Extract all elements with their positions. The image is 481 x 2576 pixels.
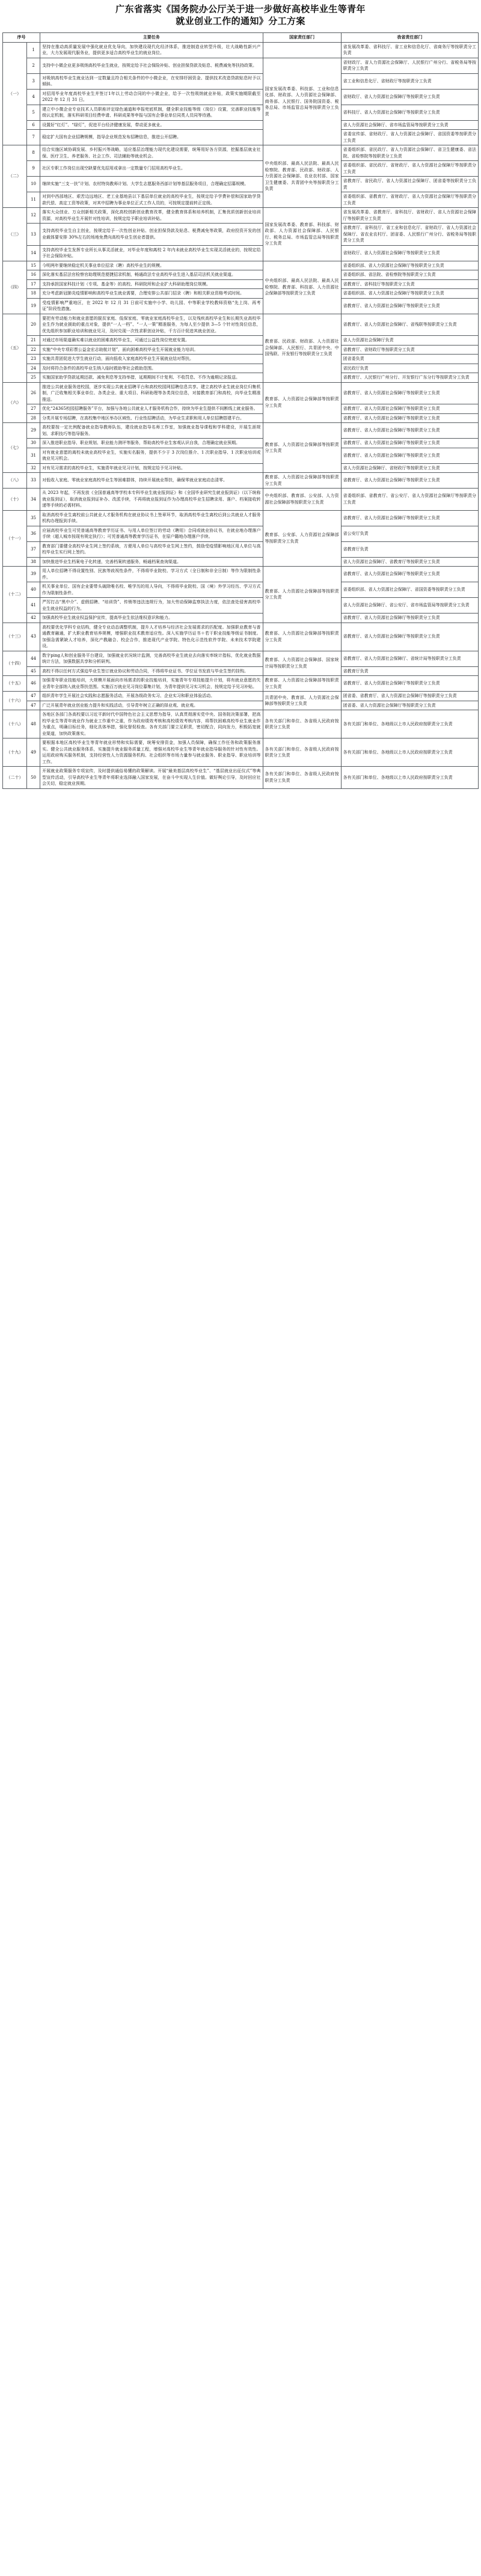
row-number: 42 <box>27 614 40 623</box>
national-department: 中央组织部、最高人民法院、最高人民检察院、教育部、科技部、人力资源社会保障部等按职责分工负责 <box>263 261 341 314</box>
table-row <box>3 314 479 336</box>
column-header-national: 国家责任部门 <box>263 33 341 43</box>
provincial-department: 省教育厅、省人力资源社会保障厅、省统计局等按职责分工负责 <box>341 651 478 666</box>
row-number: 47 <box>27 692 40 701</box>
national-department: 教育部、公安部、人力资源社会保障部等按职责分工负责 <box>263 510 341 567</box>
row-number: 7 <box>27 130 40 145</box>
task-description: 应届高校毕业生可凭普通高等教育学历证书、与用人单位签订的劳动（聘用）合同或就业协议书，在就业地办理落户手续（超人城市按现有规定执行）；可凭普通高等教育学历证书，在原户籍地办理落户手续。 <box>40 526 263 541</box>
provincial-department: 省教育厅、省人力资源社会保障厅等按职责分工负责 <box>341 510 478 526</box>
task-description: 及时将符合条件的高校毕业生纳入临时救助等社会救助范围。 <box>40 364 263 373</box>
table-row <box>3 42 479 58</box>
provincial-department: 省委组织部、省人力资源社会保障厅等按职责分工负责 <box>341 261 478 270</box>
section-label: （十一） <box>3 510 27 567</box>
column-header-seq: 序号 <box>3 33 40 43</box>
national-department: 教育部、人力资源社会保障部等按职责分工负责 <box>263 473 341 489</box>
section-label: （五） <box>3 314 27 382</box>
provincial-department: 省教育厅、省民政厅、省人力资源社会保障厅、团省委等按职责分工负责 <box>341 177 478 192</box>
provincial-department: 省民政厅负责 <box>341 364 478 373</box>
provincial-department: 各有关部门和单位、各地级以上市人民政府按职责分工负责 <box>341 710 478 738</box>
table-row <box>3 298 479 314</box>
column-header-provincial: 我省责任部门 <box>341 33 478 43</box>
national-department: 教育部、民政部、财政部、人力资源社会保障部、人民银行、共青团中央、中国残联、开发银行等按职责分工负责 <box>263 314 341 382</box>
provincial-department: 省委组织部、省民政厅、省人力资源社会保障厅、省卫生健康委、省法院、省检察院等按职责分工负责 <box>341 145 478 161</box>
task-description: 用人单位招聘不得设置性别、民族等歧视性条件，不得将毕业院校、学习方式（全日制和非全日制）等作为限制性条件。 <box>40 567 263 582</box>
row-number: 25 <box>27 373 40 383</box>
task-description: 今明两年要继续稳定机关事业单位招录（聘）高校毕业生的规模。 <box>40 261 263 270</box>
table-row <box>3 767 479 789</box>
row-number: 18 <box>27 289 40 299</box>
task-division-table <box>2 32 479 789</box>
task-description: 加快推进毕业生档案电子化转递，完善档案转递服务，畅通档案查询渠道。 <box>40 557 263 567</box>
table-row <box>3 463 479 473</box>
provincial-department: 省教育厅、省人力资源社会保障厅等按职责分工负责 <box>341 423 478 439</box>
provincial-department: 省委组织部、省人力资源社会保障厅等按职责分工负责 <box>341 289 478 299</box>
row-number: 13 <box>27 224 40 246</box>
national-department: 各有关部门和单位、各省级人民政府按职责分工负责 <box>263 710 341 738</box>
row-number: 37 <box>27 541 40 557</box>
task-description: 对有见习需求的高校毕业生，实施青年就业见习计划，按规定给予见习补贴。 <box>40 463 263 473</box>
national-department: 教育部、人力资源社会保障部等按职责分工负责 <box>263 382 341 423</box>
section-label: （二十） <box>3 767 27 789</box>
row-number: 26 <box>27 382 40 404</box>
row-number: 34 <box>27 489 40 511</box>
provincial-department: 团省委、省人力资源社会保障厅等按职责分工负责 <box>341 701 478 710</box>
task-description: 推进公共就业服务进校园，逐步实现公共就业招聘平台和高校校园网招聘信息共享。建立高校毕业生就业岗位归集机制，广泛收集相关事业单位、各类企业、重大项目、科研助理等各类岗位信息，对接教育部门和高校，向毕业生精准推送。 <box>40 382 263 404</box>
column-header-task: 主要任务 <box>40 33 263 43</box>
section-label: （三） <box>3 208 27 261</box>
national-department: 中央组织部、教育部、公安部、人力资源社会保障部等按职责分工负责 <box>263 489 341 511</box>
table-row <box>3 439 479 448</box>
row-number: 44 <box>27 651 40 666</box>
table-body <box>3 42 479 788</box>
section-label: （二） <box>3 145 27 208</box>
provincial-department: 省工业和信息化厅、省财政厅等按职责分工负责 <box>341 73 478 89</box>
provincial-department: 省人力资源社会保障厅、省教育厅等按职责分工负责 <box>341 557 478 567</box>
row-number: 19 <box>27 298 40 314</box>
table-row <box>3 161 479 177</box>
row-number: 8 <box>27 145 40 161</box>
task-description: 建立中小微企业专业技术人员职称评定绿色通道和申报兜底机制，健全职业技能等级（岗位）设置，完善职业技能等级认定机制，落实科研项目经费申请、科研成果等申报与国有企事业单位同类人员同等待遇。 <box>40 105 263 120</box>
task-description: 对招用毕业年度高校毕业生并签订1年以上劳动合同的中小微企业，给予一次性吸纳就业补贴，政策实施期限截至 2022 年 12 月 31 日。 <box>40 89 263 105</box>
task-description: 高校要按一定比例配备就业指导教师队伍，建设就业指导名师工作室，加强就业指导课程和学科建设，开展生涯规划、求职技巧等指导服务。 <box>40 423 263 439</box>
row-number: 49 <box>27 738 40 767</box>
table-row <box>3 582 479 598</box>
table-row <box>3 526 479 541</box>
task-description: 优化“24365校园招聘服务”平台，加强与各地公共就业人才服务机构合作，持续为毕业生提供不间断线上就业服务。 <box>40 404 263 414</box>
task-description: 要把有劳动能力和就业意愿的脱贫家庭、低保家庭、零就业家庭高校毕业生，以及残疾高校毕业生和长期失业高校毕业生作为就业援助的重点对象，提供“一人一档”、“一人一策”精准服务，为每人至少提供 3—5 个针对性岗位信息，优先组织参加职业培训和就业见习，及时兑现一次性求职创业补贴，千方百计促进其就业创业。 <box>40 314 263 336</box>
task-description: 坚持在推动高质量发展中强化就业优先导向，加快建设现代化经济体系，推进制造业转型升级，壮大战略性新兴产业，大力发展现代服务业，提供更多适合高校毕业生的就业岗位。 <box>40 42 263 58</box>
provincial-department: 省教育厅、省人力资源社会保障厅等按职责分工负责 <box>341 404 478 414</box>
table-row <box>3 224 479 246</box>
national-department: 教育部、人力资源社会保障部等按职责分工负责 <box>263 623 341 651</box>
section-label: （十三） <box>3 623 27 651</box>
row-number: 32 <box>27 463 40 473</box>
row-number: 39 <box>27 567 40 582</box>
provincial-department: 省教育厅负责 <box>341 541 478 557</box>
row-number: 11 <box>27 192 40 208</box>
task-description: 组织青年学生开展社会实践和志愿服务活动，开展各级政务实习、企业实习和职业体验活动。 <box>40 692 263 701</box>
task-description: 各地区各部门各高校要以习近平新时代中国特色社会主义思想为指导，认真贯彻落实党中央、国务院决策部署，把高校毕业生等青年就业作为就业工作重中之重，作为政府绩效考核和高校绩效考核内容，将帮扶困难高校毕业生就业作为重点，明确目标任务，细化具体举措，强化督促检查。各有关部门要立足职责，密切配合，同向发力，积极拓宽就业渠道，加快政策落实。 <box>40 710 263 738</box>
provincial-department: 省教育厅负责 <box>341 666 478 676</box>
row-number: 47 <box>27 701 40 710</box>
national-department: 教育部、人力资源社会保障部等按职责分工负责 <box>263 423 341 473</box>
task-description: 加强高校毕业生就业权益保护宣传，提高毕业生依法维权意识和能力。 <box>40 614 263 623</box>
section-label: （十） <box>3 489 27 511</box>
table-row <box>3 145 479 161</box>
table-row <box>3 541 479 557</box>
row-number: 31 <box>27 448 40 463</box>
table-row <box>3 208 479 224</box>
provincial-department: 团省委、省教育厅、省人力资源社会保障厅等按职责分工负责 <box>341 692 478 701</box>
row-number: 50 <box>27 767 40 789</box>
provincial-department: 省教育厅、人民银行广州分行、开发银行广东分行等按职责分工负责 <box>341 373 478 383</box>
row-number: 14 <box>27 245 40 261</box>
provincial-department: 省公安厅负责 <box>341 526 478 541</box>
provincial-department: 省科技厅、省人力资源社会保障厅等按职责分工负责 <box>341 105 478 120</box>
row-number: 41 <box>27 598 40 614</box>
task-description: 对吸纳高校毕业生就业达到一定数量且符合相关条件的中小微企业，在安排纾困资金、提供技术改造贷款贴息时予以倾斜。 <box>40 73 263 89</box>
national-department: 教育部、人力资源社会保障部等按职责分工负责 <box>263 676 341 692</box>
row-number: 24 <box>27 364 40 373</box>
row-number: 28 <box>27 413 40 423</box>
task-description: 要根据本地区高校毕业生等青年就业形势和实际需要，统筹安排资金，加强人员保障，确保工作任务和政策服务落实。健全公共就业服务体系，实施提升就业服务质量工程，增强对高校毕业生等青年就业指导服务的针对性有效性。运用政府购买服务机制，支持经营性人力资源服务机构、社会组织等市场力量参与就业服务、职业指导、职业培训等工作。 <box>40 738 263 767</box>
row-number: 20 <box>27 314 40 336</box>
provincial-department: 省发展改革委、省教育厅、省科技厅、省财政厅、省人力资源社会保障厅等按职责分工负责 <box>341 208 478 224</box>
provincial-department: 省委组织部、省法院、省检察院等按职责分工负责 <box>341 270 478 280</box>
page-title-line-1: 广东省落实《国务院办公厅关于进一步做好高校毕业生等青年 <box>115 4 366 14</box>
provincial-department: 省人力资源社会保障厅、省公安厅、省市场监管局等按职责分工负责 <box>341 598 478 614</box>
provincial-department: 省财政厅、省人力资源社会保障厅、人民银行广州分行、省税务局等按职责分工负责 <box>341 58 478 73</box>
table-row <box>3 676 479 692</box>
table-row <box>3 701 479 710</box>
row-number: 10 <box>27 177 40 192</box>
section-label: （十五） <box>3 676 27 692</box>
table-row <box>3 192 479 208</box>
row-number: 3 <box>27 73 40 89</box>
table-row <box>3 738 479 767</box>
table-row <box>3 473 479 489</box>
table-row <box>3 598 479 614</box>
table-row <box>3 364 479 373</box>
row-number: 21 <box>27 336 40 346</box>
provincial-department: 省教育厅、省人力资源社会保障厅等按职责分工负责 <box>341 567 478 582</box>
provincial-department: 省委组织部、省人力资源社会保障厅、省国资委等按职责分工负责 <box>341 582 478 598</box>
row-number: 16 <box>27 270 40 280</box>
provincial-department: 省财政厅、省人力资源社会保障厅等按职责分工负责 <box>341 89 478 105</box>
row-number: 6 <box>27 120 40 130</box>
row-number: 23 <box>27 355 40 364</box>
task-description: 从 2023 年起，不再发放《全国普通高等学校本专科毕业生就业报到证》和《全国毕业研究生就业报到证》（以下统称就业报到证），取消就业报到证补办、改派手续，不再将就业报到证作为办理高校毕业生招聘录用、落户、档案接收转递等手续的必需材料。 <box>40 489 263 511</box>
provincial-department: 省人力资源社会保障厅负责 <box>341 336 478 346</box>
task-description: 设置好“红灯”、“绿灯”，促进平台经济健康发展，带动更多就业。 <box>40 120 263 130</box>
row-number: 43 <box>27 623 40 651</box>
task-description: 深化落实基层法官检察官助理规范便捷招录机制，畅通政法专业高校毕业生进入基层司法机关就业渠道。 <box>40 270 263 280</box>
task-description: 开展就业政策服务专项宣传，及时提供通俗易懂的政策解读。开展“最美基层高校毕业生”、“基层就业出征仪式”等典型宣传活动，引导高校毕业生等青年将职业选择融入国家发展，在奋斗中实现人生价值。做好舆论引导，及时回应社会关切，稳定就业预期。 <box>40 767 263 789</box>
table-row <box>3 373 479 383</box>
provincial-department: 省教育厅、省人力资源社会保障厅等按职责分工负责 <box>341 439 478 448</box>
row-number: 4 <box>27 89 40 105</box>
task-description: 加强青年职业技能培训，大规模开展面向市场需求的职业技能培训，实施青年专项技能提升计划，将有就业意愿的失业青年全部纳入就业帮扶范围。实施百万就业见习岗位募集计划，为青年提供见习实习机会，按规定给予见习补贴。 <box>40 676 263 692</box>
provincial-department: 省委组织部、省教育厅、省公安厅、省人力资源社会保障厅等按职责分工负责 <box>341 489 478 511</box>
table-row <box>3 567 479 582</box>
section-label: （四） <box>3 261 27 314</box>
table-row <box>3 666 479 676</box>
provincial-department: 团省委负责 <box>341 355 478 364</box>
task-description: 对有就业意愿的离校未就业高校毕业生，实施实名服务，提供不少于 3 次岗位推介、1 次职业指导、1 次职业培训或就业见习机会。 <box>40 448 263 463</box>
task-description: 支持中小微企业更多吸纳高校毕业生就业，按规定给予社会保险补贴、创业担保贷款及贴息、税费减免等扶持政策。 <box>40 58 263 73</box>
row-number: 40 <box>27 582 40 598</box>
provincial-department: 省教育厅、省人力资源社会保障厅等按职责分工负责 <box>341 382 478 404</box>
table-row <box>3 89 479 105</box>
section-label: （八） <box>3 473 27 489</box>
table-header <box>3 33 479 43</box>
row-number: 2 <box>27 58 40 73</box>
task-description: 分类开展专场招聘，在高校集中地区举办区域性、行业性招聘活动，为毕业生求职和用人单位招聘搭建平台。 <box>40 413 263 423</box>
task-description: 结合实施区域协调发展、乡村振兴等战略，适应基层治理能力现代化建设需要，统筹用好各方资源，挖掘基层就业社保、医疗卫生、养老服务、社会工作、司法辅助等就业机会。 <box>40 145 263 161</box>
row-number: 5 <box>27 105 40 120</box>
table-row <box>3 130 479 145</box>
task-description: 落实大众创业、万众创新相关政策，深化高校创新创业教育改革，健全教育体系和培养机制，汇集优质创新创业培训资源，对高校毕业生开展针对性培训，按规定给予职业培训补贴。 <box>40 208 263 224</box>
table-row <box>3 73 479 89</box>
row-number: 46 <box>27 676 40 692</box>
section-label: （六） <box>3 382 27 423</box>
row-number: 12 <box>27 208 40 224</box>
provincial-department: 省教育厅、省人力资源社会保障厅等按职责分工负责 <box>341 676 478 692</box>
row-number: 48 <box>27 710 40 738</box>
provincial-department: 省发展改革委、省科技厅、省工业和信息化厅、省商务厅等按职责分工负责 <box>341 42 478 58</box>
task-description: 高校要优化学科专业结构，健全专业动态调整机制，提升人才培养与经济社会发展需求的匹配度。加强职业教育与普通教育融通，扩大职业教育培养规模，增强职业技术教育适应性。深入实施学历证书＋若干职业技能等级证书制度。加强急需紧缺人才培养，深化产教融合、校企合作，推进现代产业学院、特色化示范性软件学院、未来技术学院建设。 <box>40 623 263 651</box>
task-description: 对通过市场渠道确实难以就业的困难高校毕业生，可通过公益性岗位兜底安置。 <box>40 336 263 346</box>
row-number: 9 <box>27 161 40 177</box>
row-number: 27 <box>27 404 40 414</box>
table-row <box>3 651 479 666</box>
task-description: 社区专职工作岗位出现空缺要优先招用或拿出一定数量专门招用高校毕业生。 <box>40 161 263 177</box>
section-label: （十八） <box>3 710 27 738</box>
row-number: 35 <box>27 510 40 526</box>
table-row <box>3 261 479 270</box>
task-description: 严厉打击“黑中介”、虚假招聘、“培训贷”、传销等违法违规行为，加大劳动保障监察执法力度，依法查处侵害高校毕业生就业权益的行为。 <box>40 598 263 614</box>
task-description: 机关事业单位、国有企业要带头破除唯名校、唯学历的用人导向，不得将毕业院校、国（境）外学习经历、学习方式作为限制性条件。 <box>40 582 263 598</box>
table-row <box>3 448 479 463</box>
task-description: 取消高校毕业生离校前公共就业人才服务机构在就业协议书上签章环节，取消高校毕业生离校后到公共就业人才服务机构办理报到手续。 <box>40 510 263 526</box>
document-page <box>0 0 481 793</box>
row-number: 33 <box>27 473 40 489</box>
provincial-department: 省教育厅、省科技厅、省工业和信息化厅、省财政厅、省人力资源社会保障厅、省农业农村厅、团省委、人民银行广州分行、省税务局等按职责分工负责 <box>341 224 478 246</box>
provincial-department: 各有关部门和单位、各地级以上市人民政府按职责分工负责 <box>341 767 478 789</box>
table-row <box>3 623 479 651</box>
task-description: 稳定扩大国有企业招聘规模，指导企业规范发布招聘信息，推进公开招聘。 <box>40 130 263 145</box>
national-department: 教育部、人力资源社会保障部、国家统计局等按职责分工负责 <box>263 651 341 676</box>
row-number: 36 <box>27 526 40 541</box>
section-label: （十二） <box>3 567 27 623</box>
section-label: （十四） <box>3 651 27 676</box>
task-description: 对低收入家庭、零就业家庭高校毕业生等困难群体，持续开展就业帮扶，确保零就业家庭动态清零。 <box>40 473 263 489</box>
provincial-department: 省委组织部、省教育厅、省财政厅、省人力资源社会保障厅等按职责分工负责 <box>341 192 478 208</box>
national-department: 国家发展改革委、科技部、工业和信息化部、财政部、人力资源社会保障部、商务部、人民银行、国务院国资委、税务总局、市场监管总局等按职责分工负责 <box>263 58 341 145</box>
task-description: 对到中西部地区、艰苦边远地区、老工业基地县以下基层单位就业的高校毕业生，按规定给予学费补偿和国家助学贷款代偿、高定工资等政策，对其中招聘为事业单位正式工作人员的，可按规定提前转正定级。 <box>40 192 263 208</box>
provincial-department: 省人力资源社会保障厅、省市场监管局等按职责分工负责 <box>341 120 478 130</box>
row-number: 29 <box>27 423 40 439</box>
table-row <box>3 289 479 299</box>
provincial-department: 省人力资源社会保障厅、省财政厅等按职责分工负责 <box>341 463 478 473</box>
national-department: 教育部、人力资源社会保障部等按职责分工负责 <box>263 567 341 623</box>
table-row <box>3 710 479 738</box>
row-number: 38 <box>27 557 40 567</box>
task-description: 高校不得以任何方式强迫毕业生签订就业协议和劳动合同，不得将毕业证书、学位证书发放与毕业生签约挂钩。 <box>40 666 263 676</box>
task-description: 继续实施“三支一扶”计划、农村特岗教师计划、大学生志愿服务西部计划等基层服务项目，合理确定招募规模。 <box>40 177 263 192</box>
national-department: 中央组织部、最高人民法院、最高人民检察院、教育部、民政部、财政部、人力资源社会保障部、农业农村部、国家卫生健康委、共青团中央等按职责分工负责 <box>263 145 341 208</box>
table-row <box>3 345 479 355</box>
task-description: 支持承担国家科技计划（专项、基金等）的高校、科研院所和企业扩大科研助理岗位规模。 <box>40 279 263 289</box>
table-row <box>3 382 479 404</box>
table-row <box>3 614 479 623</box>
task-description: 支持高校毕业生自主创业，按规定给予一次性创业补贴、创业担保贷款及贴息、税费减免等政策，政府投资开发的创业载体要安排 30%左右的场地免费向高校毕业生创业者提供。 <box>40 224 263 246</box>
row-number: 15 <box>27 261 40 270</box>
task-description: 深入推进职业指导、职业规划、职业能力测评等服务，帮助高校毕业生客观认识自我，合理确定就业预期。 <box>40 439 263 448</box>
task-description: 充分考虑新冠肺炎疫情影响和高校毕业生就业需要，合理安排公共部门招录（聘）和相关职业资格考试时间。 <box>40 289 263 299</box>
table-row <box>3 177 479 192</box>
provincial-department: 省委组织部、省民政厅、省财政厅、省人力资源社会保障厅等按职责分工负责 <box>341 161 478 177</box>
row-number: 30 <box>27 439 40 448</box>
national-department: 国家发展改革委、教育部、科技部、财政部、人力资源社会保障部、人民银行、税务总局、市场监管总局等按职责分工负责 <box>263 208 341 261</box>
provincial-department: 省教育厅、省科技厅等按职责分工负责 <box>341 279 478 289</box>
page-title <box>2 0 479 32</box>
table-row <box>3 270 479 280</box>
table-row <box>3 413 479 423</box>
table-row <box>3 489 479 511</box>
national-department: 各有关部门和单位、各省级人民政府按职责分工负责 <box>263 767 341 789</box>
page-title-line-2: 就业创业工作的通知》分工方案 <box>176 16 305 26</box>
section-label: （一） <box>3 42 27 145</box>
task-description: 广泛开展青年就业创业能力提升和实践活动，引导青年树立正确的择业观、就业观。 <box>40 701 263 710</box>
table-row <box>3 120 479 130</box>
national-department <box>263 42 341 58</box>
table-row <box>3 557 479 567</box>
task-description: 实施“中央专项彩票公益金宏志助航计划”，面向困难高校毕业生开展就业能力培训。 <box>40 345 263 355</box>
table-row <box>3 692 479 701</box>
row-number: 1 <box>27 42 40 58</box>
national-department: 共青团中央、教育部、人力资源社会保障部等按职责分工负责 <box>263 692 341 710</box>
provincial-department: 省教育厅、省财政厅等按职责分工负责 <box>341 345 478 355</box>
table-row <box>3 245 479 261</box>
provincial-department: 省教育厅、省人力资源社会保障厅、省残联等按职责分工负责 <box>341 314 478 336</box>
task-description: 教育部门要健全高校毕业生网上签约系统，方便用人单位与高校毕业生网上签约，鼓励受疫情影响地区用人单位与高校毕业生实行网上签约。 <box>40 541 263 557</box>
row-number: 22 <box>27 345 40 355</box>
provincial-department: 各有关部门和单位、各地级以上市人民政府按职责分工负责 <box>341 738 478 767</box>
section-label: （十九） <box>3 738 27 767</box>
task-description: 实施共青团促进大学生就业行动，面向低收入家庭高校毕业生开展就业结对帮扶。 <box>40 355 263 364</box>
provincial-department: 省委宣传部、省财政厅、省人力资源社会保障厅、省国资委等按职责分工负责 <box>341 130 478 145</box>
table-header-row <box>3 33 479 43</box>
task-description: 数字ping人和创业服务平台建设，加强就业状况统计监测，完善高校毕业生就业去向落实率统计指标，优化就业数据统计方法，加强数据共享和分析研判。 <box>40 651 263 666</box>
row-number: 45 <box>27 666 40 676</box>
section-label: （十六） <box>3 692 27 710</box>
table-row <box>3 336 479 346</box>
provincial-department: 省教育厅、省人力资源社会保障厅等按职责分工负责 <box>341 473 478 489</box>
table-row <box>3 58 479 73</box>
table-row <box>3 423 479 439</box>
national-department: 各有关部门和单位、各省级人民政府按职责分工负责 <box>263 738 341 767</box>
task-description: 支持高校毕业生发挥专业所长从事灵活就业，对毕业年度和离校 2 年内未就业高校毕业生实现灵活就业的，按规定给予社会保险补贴。 <box>40 245 263 261</box>
provincial-department: 省教育厅、省人力资源社会保障厅等按职责分工负责 <box>341 448 478 463</box>
task-description: 受疫情影响严重地区，在 2022 年 12 月 31 日前可实施中小学、幼儿园、中等职业学校教师资格“先上岗、再考证”阶段性措施。 <box>40 298 263 314</box>
table-row <box>3 404 479 414</box>
provincial-department: 省财政厅、省人力资源社会保障厅等按职责分工负责 <box>341 245 478 261</box>
provincial-department: 省教育厅、省人力资源社会保障厅等按职责分工负责 <box>341 298 478 314</box>
task-description: 实施国家助学贷款延期还款、减免利息等支持举措，延期期间不计复利、不收罚息、不作为逾期记录报送。 <box>40 373 263 383</box>
table-row <box>3 105 479 120</box>
table-row <box>3 355 479 364</box>
row-number: 17 <box>27 279 40 289</box>
table-row <box>3 510 479 526</box>
provincial-department: 省教育厅、省人力资源社会保障厅等按职责分工负责 <box>341 413 478 423</box>
table-row <box>3 279 479 289</box>
provincial-department: 省教育厅、省人力资源社会保障厅等按职责分工负责 <box>341 614 478 623</box>
provincial-department: 省教育厅、省人力资源社会保障厅等按职责分工负责 <box>341 623 478 651</box>
section-label: （七） <box>3 423 27 473</box>
